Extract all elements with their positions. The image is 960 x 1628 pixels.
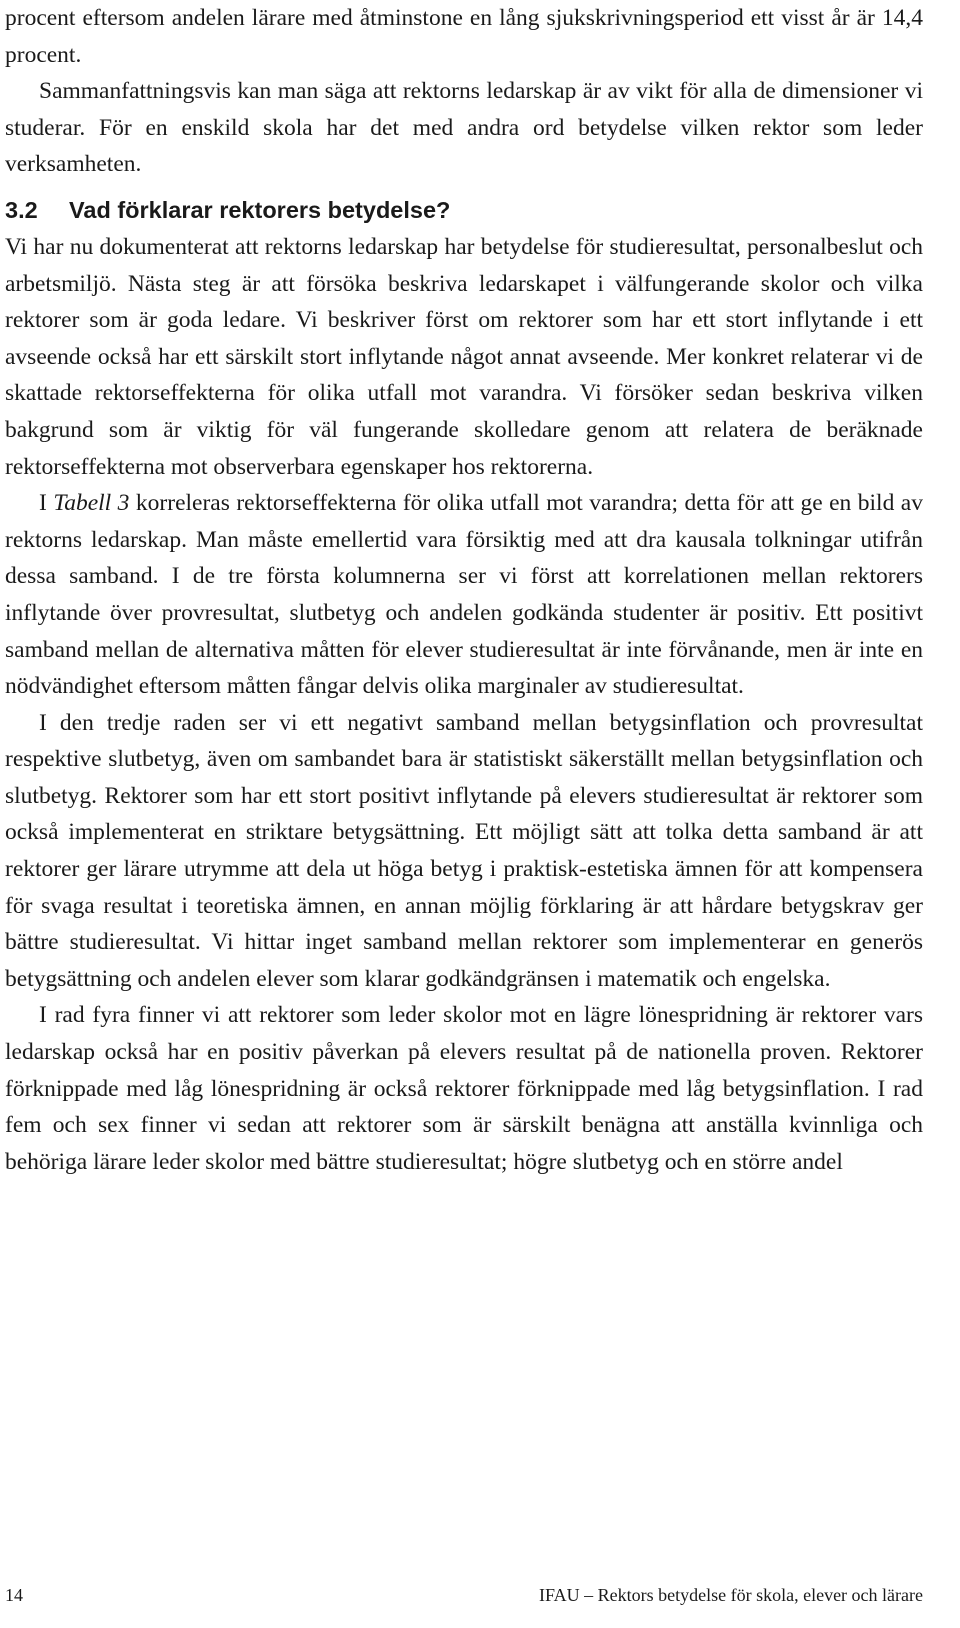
body-paragraph-2	[5, 485, 923, 705]
body-paragraph-2-rest: korreleras rektorseffekterna för olika utfall mot varandra; detta för att ge en bild av rektorns ledarskap. Man måste emellertid vara försiktig med att dra kausala tolkningar utifrån dessa samband. I de tre första kolumnerna ser vi först att korrelationen mellan rektorers inflytande över provresultat, slutbetyg och andelen godkända studenter är positiv. Ett positivt samband mellan de alternativa måtten för elever studieresultat är inte förvånande, men är inte en nödvändighet eftersom måtten fångar delvis olika marginaler av studieresultat.	[5, 490, 923, 700]
running-title: IFAU – Rektors betydelse för skola, elever och lärare	[538, 1585, 923, 1605]
body-paragraph-4: I rad fyra finner vi att rektorer som leder skolor mot en lägre lönespridning är rektorer vars ledarskap också har en positiv påverkan på elevers resultat på de nationella proven. Rektorer förknippade med låg lönespridning är också rektorer förknippade med låg betygsinflation. I rad fem och sex finner vi sedan att rektorer som är särskilt benägna att anställa kvinnliga och behöriga lärare leder skolor med bättre studieresultat; högre slutbetyg och en större andel	[5, 1002, 923, 1175]
body-paragraph-1: Vi har nu dokumenterat att rektorns ledarskap har betydelse för studieresultat, personalbeslut och arbetsmiljö. Nästa steg är att försöka beskriva ledarskapet i välfungerande skolor och vilka rektorer som är goda ledare. Vi beskriver först om rektorer som har ett stort inflytande i ett avseende också har ett särskilt stort inflytande något annat avseende. Mer konkret relaterar vi de skattade rektorseffekterna för olika utfall mot varandra. Vi försöker sedan beskriva vilken bakgrund som är viktig för väl fungerande skolledare genom att relatera de beräknade rektorseffekterna mot observerbara egenskaper hos rektorerna.	[5, 233, 923, 480]
body-paragraph-3: I den tredje raden ser vi ett negativt samband mellan betygsinflation och provresultat respektive slutbetyg, även om sambandet bara är statistiskt säkerställt mellan betygsinflation och slutbetyg. Rektorer som har ett stort positivt inflytande på elevers studieresultat är rektorer som också implementerat en striktare betygsättning. Ett möjligt sätt att tolka detta samband är att rektorer ger lärare utrymme att dela ut höga betyg i praktisk-estetiska ämnen för att kompensera för svaga resultat i teoretiska ämnen, en annan möjlig förklaring är att hårdare betygskrav ger bättre studieresultat. Vi hittar inget samband mellan rektorer som implementerar en generös betygsättning och andelen elever som klarar godkändgränsen i matematik och engelska.	[5, 709, 923, 992]
table-reference[interactable]: Tabell 3	[53, 490, 130, 517]
section-heading	[5, 195, 923, 225]
page-number: 14	[5, 1585, 23, 1605]
document-page	[5, 0, 923, 1180]
intro-paragraph-1: procent eftersom andelen lärare med åtminstone en lång sjukskrivningsperiod ett visst år är 14,4 procent.	[5, 5, 923, 68]
section-number: 3.2	[5, 196, 38, 223]
section-title: Vad förklarar rektorers betydelse?	[69, 196, 451, 223]
body-paragraph-2-start: I	[39, 490, 54, 517]
intro-paragraph-2: Sammanfattningsvis kan man säga att rektorns ledarskap är av vikt för alla de dimensioner vi studerar. För en enskild skola har det med andra ord betydelse vilken rektor som leder verksamheten.	[5, 78, 923, 178]
